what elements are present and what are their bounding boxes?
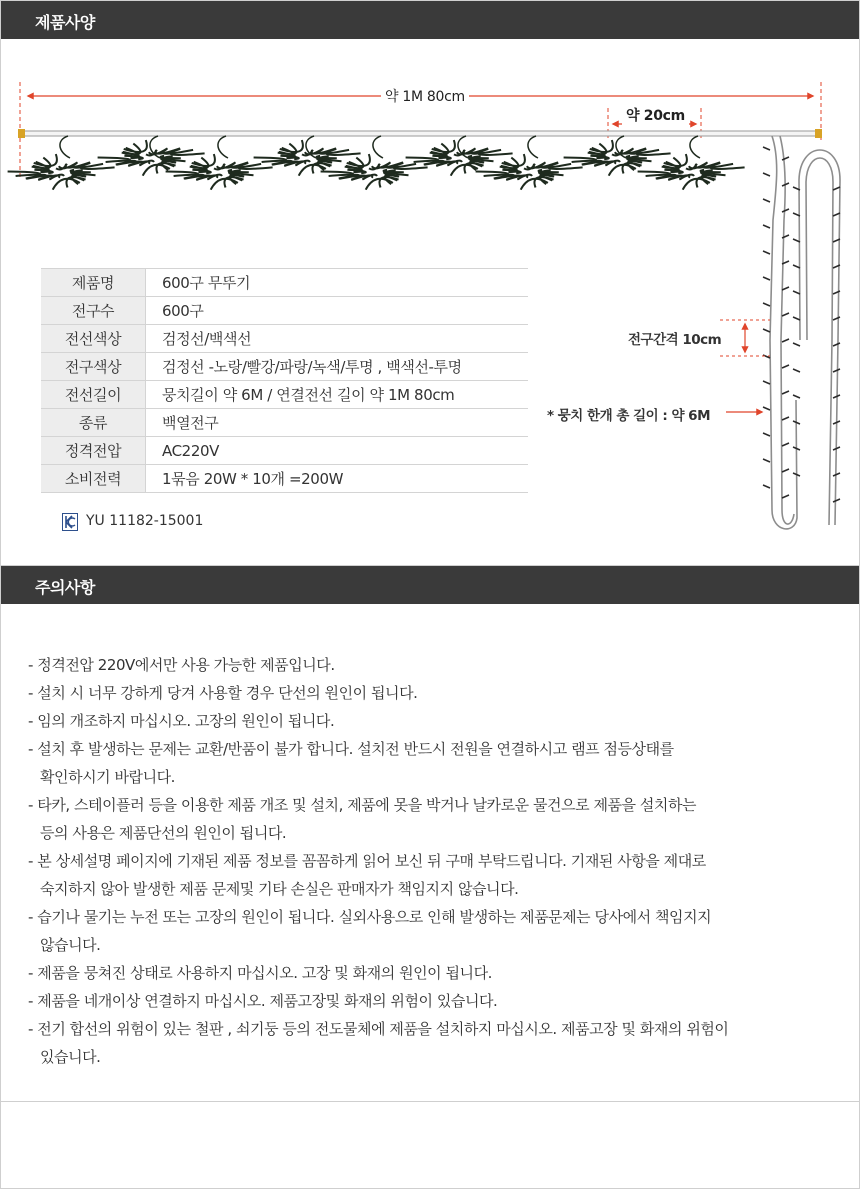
- bundle-length-label: * 뭉치 한개 총 길이 : 약 6M: [547, 408, 711, 424]
- spec-row: [41, 353, 528, 381]
- kc-certification-icon: [62, 513, 78, 531]
- spec-key: 정격전압: [41, 437, 146, 465]
- caution-item: - 정격전압 220V에서만 사용 가능한 제품입니다.: [28, 656, 335, 674]
- light-bundle: [564, 136, 671, 176]
- spec-value: 검정선 -노랑/빨강/파랑/녹색/투명 , 백색선-투명: [146, 353, 529, 381]
- spec-value: AC220V: [146, 437, 529, 465]
- spec-row: [41, 409, 528, 437]
- spec-section-title: 제품사양: [35, 13, 95, 32]
- spacing-label: 약 20cm: [622, 105, 689, 125]
- caution-item-continued: 등의 사용은 제품단선의 원인이 됩니다.: [40, 824, 287, 842]
- light-bundle: [98, 136, 205, 176]
- caution-item: - 습기나 물기는 누전 또는 고장의 원인이 됩니다. 실외사용으로 인해 발생하는 제품문제는 당사에서 책임지지: [28, 908, 712, 926]
- spec-value: 1묶음 20W * 10개 =200W: [146, 465, 529, 493]
- caution-section-header: [1, 566, 859, 604]
- spec-row: [41, 437, 528, 465]
- caution-item: - 본 상세설명 페이지에 기재된 제품 정보를 꼼꼼하게 읽어 보신 뒤 구매 부탁드립니다. 기재된 사항을 제대로: [28, 852, 706, 870]
- caution-item: - 설치 후 발생하는 문제는 교환/반품이 불가 합니다. 설치전 반드시 전원을 연결하시고 램프 점등상태를: [28, 740, 674, 758]
- spec-value: 뭉치길이 약 6M / 연결전선 길이 약 1M 80cm: [146, 381, 529, 409]
- light-bundle: [254, 136, 361, 176]
- caution-item: - 설치 시 너무 강하게 당겨 사용할 경우 단선의 원인이 됩니다.: [28, 684, 418, 702]
- spec-row: [41, 297, 528, 325]
- total-length-label: 약 1M 80cm: [381, 86, 469, 106]
- light-bundle: [476, 136, 583, 190]
- spec-value: 백열전구: [146, 409, 529, 437]
- spec-row: [41, 381, 528, 409]
- spec-key: 제품명: [41, 269, 146, 297]
- light-bundle: [406, 136, 513, 176]
- caution-list: [28, 651, 848, 1071]
- spec-key: 전구색상: [41, 353, 146, 381]
- light-bundle: [638, 136, 745, 190]
- spec-section-header: [1, 1, 859, 39]
- caution-item-continued: 확인하시기 바랍니다.: [40, 768, 175, 786]
- spec-key: 전선길이: [41, 381, 146, 409]
- caution-item: - 임의 개조하지 마십시오. 고장의 원인이 됩니다.: [28, 712, 335, 730]
- caution-item: - 타카, 스테이플러 등을 이용한 제품 개조 및 설치, 제품에 못을 박거나 날카로운 물건으로 제품을 설치하는: [28, 796, 697, 814]
- caution-item-continued: 않습니다.: [40, 936, 101, 954]
- certification-code: YU 11182-15001: [86, 513, 204, 529]
- spec-value: 검정선/백색선: [146, 325, 529, 353]
- spec-key: 전선색상: [41, 325, 146, 353]
- caution-item-continued: 숙지하지 않아 발생한 제품 문제및 기타 손실은 판매자가 책임지지 않습니다.: [40, 880, 519, 898]
- caution-item: - 제품을 뭉쳐진 상태로 사용하지 마십시오. 고장 및 화재의 원인이 됩니다.: [28, 964, 492, 982]
- spec-row: [41, 269, 528, 297]
- divider: [1, 1101, 859, 1102]
- spec-table: [41, 268, 528, 493]
- spec-value: 600구: [146, 297, 529, 325]
- light-bundle: [8, 136, 115, 190]
- spec-key: 종류: [41, 409, 146, 437]
- spec-row: [41, 325, 528, 353]
- bulb-gap-label: 전구간격 10cm: [628, 332, 722, 348]
- light-bundle: [166, 136, 273, 190]
- caution-item: - 제품을 네개이상 연결하지 마십시오. 제품고장및 화재의 위험이 있습니다.: [28, 992, 498, 1010]
- spec-key: 전구수: [41, 297, 146, 325]
- caution-item: - 전기 합선의 위험이 있는 철판 , 쇠기둥 등의 전도물체에 제품을 설치하지 마십시오. 제품고장 및 화재의 위험이: [28, 1020, 729, 1038]
- caution-section-title: 주의사항: [35, 578, 95, 597]
- spec-value: 600구 무뚜기: [146, 269, 529, 297]
- spec-key: 소비전력: [41, 465, 146, 493]
- light-bundle: [321, 136, 428, 190]
- spec-row: [41, 465, 528, 493]
- caution-item-continued: 있습니다.: [40, 1048, 101, 1066]
